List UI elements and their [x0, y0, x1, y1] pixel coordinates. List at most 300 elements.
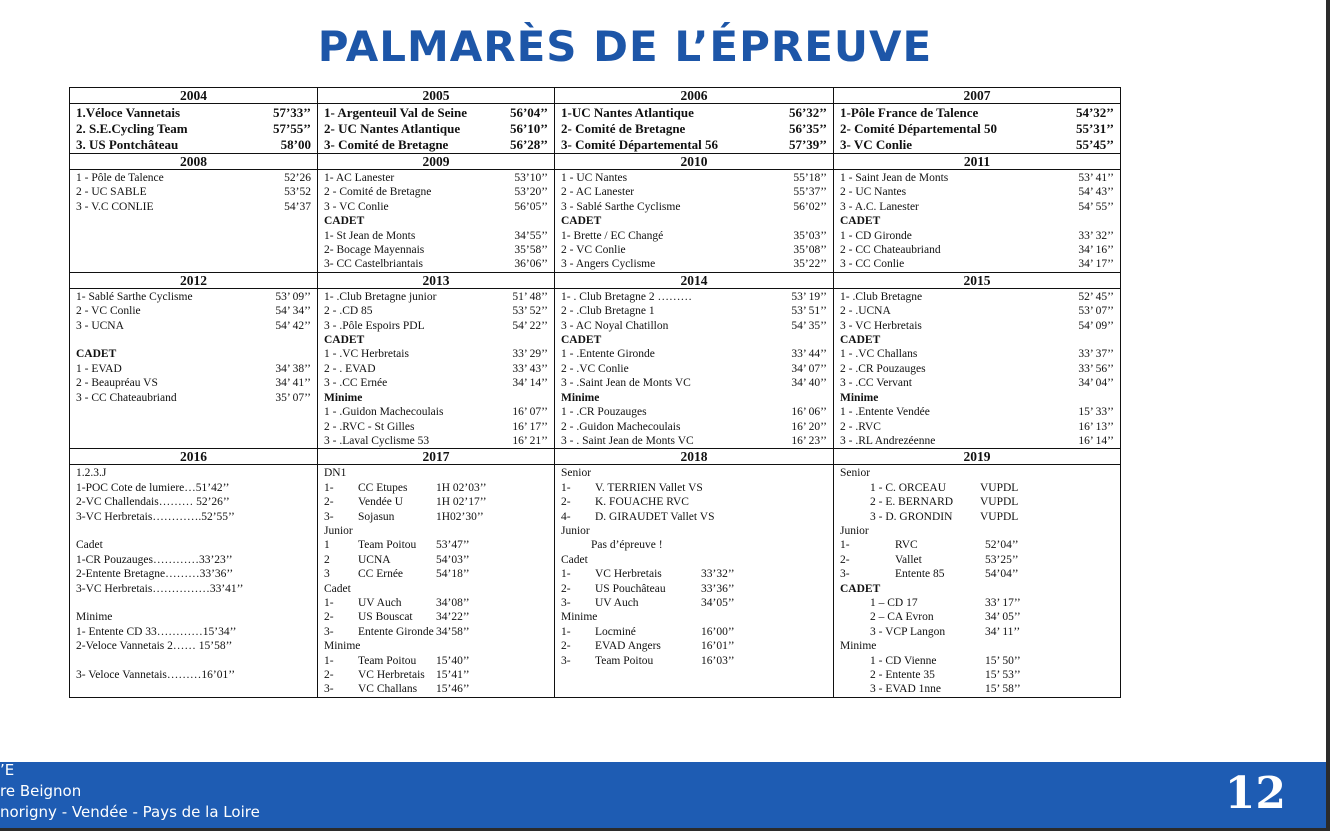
result-value: VUPDL	[980, 496, 1019, 509]
results-cell	[555, 104, 834, 154]
footer-line-1: ’E	[0, 761, 15, 779]
result-team: 2 - UC SABLE	[76, 186, 147, 199]
result-team: 2 - Beaupréau VS	[76, 377, 158, 390]
result-time: 53’20’’	[514, 186, 548, 199]
result-time: 57’39’’	[788, 137, 827, 152]
result-row	[324, 481, 548, 495]
section-rows	[840, 654, 1114, 697]
result-cell: Team Poitou	[358, 539, 417, 552]
result-value: 15’ 50’’	[985, 654, 1021, 667]
year-header: 2018	[555, 449, 834, 465]
result-team: 3- VC Conlie	[840, 137, 912, 152]
result-cell: 1-	[561, 481, 571, 494]
result-cell: 2 – CA Evron	[870, 611, 934, 624]
result-cell: 3	[324, 568, 330, 581]
result-cell: 3-	[324, 625, 334, 638]
result-time: 56’10’’	[509, 121, 548, 136]
result-row	[840, 434, 1114, 448]
result-row	[561, 596, 827, 610]
result-row	[561, 481, 827, 495]
result-team: 2 - .Guidon Machecoulais	[561, 420, 681, 433]
result-team: 3- CC Castelbriantais	[324, 258, 424, 271]
result-line: 2-Veloce Vannetais 2…… 15’58’’	[76, 640, 233, 653]
result-value: 15’41’’	[436, 669, 470, 681]
result-value: 15’ 58’’	[985, 683, 1021, 696]
result-time: 54’ 43’’	[1078, 186, 1114, 199]
result-row	[76, 121, 311, 137]
result-cell: 1-	[324, 481, 334, 494]
result-time: 56’04’’	[509, 105, 548, 120]
category-label: Minime	[561, 391, 600, 404]
result-row	[840, 290, 1114, 304]
year-row	[70, 449, 1121, 465]
result-time: 33’ 56’’	[1078, 362, 1114, 375]
section-label: Junior	[561, 524, 590, 537]
result-row	[561, 200, 827, 214]
result-row	[76, 171, 311, 185]
result-row	[561, 319, 827, 333]
result-row	[324, 405, 548, 419]
result-value: 54’18’’	[436, 568, 470, 581]
indent	[840, 596, 870, 610]
result-cell: RVC	[895, 539, 918, 552]
result-time: 55’18’’	[793, 172, 827, 184]
result-cell: 1 – CD 17	[870, 596, 918, 609]
result-value: 34’22’’	[436, 611, 470, 624]
result-time: 56’05’’	[514, 200, 548, 213]
year-header: 2016	[70, 449, 318, 465]
category-label: CADET	[840, 215, 881, 228]
result-row	[561, 405, 827, 419]
result-row	[840, 121, 1114, 137]
result-team: 1- Sablé Sarthe Cyclisme	[76, 290, 193, 303]
result-time: 52’ 45’’	[1078, 290, 1114, 303]
result-time: 53’ 52’’	[512, 305, 548, 318]
result-team: 3 - .CC Vervant	[840, 377, 912, 390]
result-value: 15’46’’	[436, 683, 470, 696]
result-row	[561, 420, 827, 434]
result-row	[561, 510, 827, 524]
result-row	[840, 257, 1114, 271]
section-label: Senior	[840, 467, 871, 480]
result-row	[561, 582, 827, 596]
result-time: 34’ 16’’	[1078, 244, 1114, 257]
year-row	[70, 154, 1121, 170]
result-row	[324, 420, 548, 434]
result-time: 33’ 29’’	[512, 348, 548, 361]
result-cell: 2-	[324, 496, 334, 509]
result-value: 33’32’’	[701, 568, 735, 581]
section-rows	[840, 538, 1114, 581]
result-value: VUPDL	[980, 481, 1019, 494]
result-row	[561, 185, 827, 199]
result-value: 34’ 05’’	[985, 611, 1021, 624]
result-row	[324, 200, 548, 214]
results-cell	[555, 288, 834, 448]
result-value: K. FOUACHE RVC	[595, 496, 689, 509]
result-team: 1- Argenteuil Val de Seine	[324, 105, 468, 120]
palmares-table	[69, 87, 1121, 698]
result-cell: VC Herbretais	[595, 568, 662, 581]
section-label: Junior	[840, 524, 869, 537]
result-team: 2 - .VC Conlie	[561, 362, 629, 375]
result-time: 54’ 34’’	[275, 305, 311, 318]
result-cell: UCNA	[358, 553, 391, 566]
result-cell: 1 - CD Vienne	[870, 654, 937, 667]
section-rows	[561, 481, 827, 524]
result-row	[324, 553, 548, 567]
year-header: 2019	[834, 449, 1121, 465]
result-time: 53’ 51’’	[791, 305, 827, 318]
result-time: 34’ 17’’	[1078, 258, 1114, 271]
result-team: 3 - UCNA	[76, 319, 124, 332]
result-row	[324, 171, 548, 185]
result-time: 56’32’’	[788, 105, 827, 120]
indent	[840, 625, 870, 639]
result-cell: CC Etupes	[358, 481, 408, 494]
result-cell: Entente Gironde	[358, 625, 434, 638]
result-time: 35’22’’	[793, 258, 827, 271]
results-cell-2019	[834, 465, 1121, 698]
result-row	[840, 668, 1114, 682]
result-row	[76, 185, 311, 199]
result-line	[76, 596, 311, 610]
result-cell: Sojasun	[358, 510, 395, 523]
result-team: 3- Comité Départemental 56	[561, 137, 719, 152]
result-line: Minime	[76, 611, 113, 624]
result-time: 53’ 07’’	[1078, 305, 1114, 318]
result-time: 55’45’’	[1075, 137, 1114, 152]
result-row	[840, 200, 1114, 214]
result-value: D. GIRAUDET Vallet VS	[595, 510, 715, 523]
result-row	[840, 347, 1114, 361]
result-time: 57’55’’	[272, 121, 311, 136]
result-row	[324, 668, 548, 682]
section-label: Minime	[840, 640, 877, 653]
result-team: 3. US Pontchâteau	[76, 137, 179, 152]
result-row	[76, 105, 311, 121]
result-team: 1- Brette / EC Changé	[561, 229, 664, 242]
result-row	[840, 654, 1114, 668]
result-cell: 1-	[324, 596, 334, 609]
results-cell	[834, 104, 1121, 154]
result-cell: Vallet	[895, 553, 922, 566]
results-row	[70, 104, 1121, 154]
page-title: PALMARÈS DE L’ÉPREUVE	[317, 22, 933, 71]
indent	[840, 668, 870, 682]
result-row	[561, 171, 827, 185]
results-row	[70, 170, 1121, 273]
result-team: 1 - Pôle de Talence	[76, 172, 164, 184]
result-team: 3 - .Saint Jean de Monts VC	[561, 377, 691, 390]
result-cell: CC Ernée	[358, 568, 404, 581]
result-time: 34’ 40’’	[791, 377, 827, 390]
result-row	[840, 171, 1114, 185]
result-cell: 3-	[561, 654, 571, 667]
result-team: 1 - UC Nantes	[561, 172, 628, 184]
result-row	[324, 319, 548, 333]
result-team: 2 - .CR Pouzauges	[840, 362, 926, 375]
result-cell: 2-	[324, 669, 334, 681]
spacer	[76, 333, 311, 347]
results-cell	[834, 170, 1121, 273]
result-row	[76, 362, 311, 376]
result-time: 33’ 37’’	[1078, 348, 1114, 361]
result-row	[324, 625, 548, 639]
result-row	[840, 553, 1114, 567]
result-cell: Team Poitou	[595, 654, 654, 667]
result-row	[76, 304, 311, 318]
result-row	[324, 243, 548, 257]
result-team: 3 - VC Herbretais	[840, 319, 922, 332]
footer-line-2: re Beignon	[0, 782, 82, 800]
indent	[840, 610, 870, 624]
result-cell: 1	[324, 539, 330, 552]
result-row	[76, 137, 311, 153]
result-cell: 1 - C. ORCEAU	[870, 481, 947, 494]
result-line: 2-Entente Bretagne………33’36’’	[76, 568, 234, 581]
result-cell: 3-	[324, 683, 334, 696]
result-value: 54’04’’	[985, 568, 1019, 581]
result-row	[561, 567, 827, 581]
year-header: 2015	[834, 272, 1121, 288]
result-team: 3 - Angers Cyclisme	[561, 258, 656, 271]
footer-line-3: norigny - Vendée - Pays de la Loire	[0, 803, 260, 821]
result-row	[561, 121, 827, 137]
result-row	[840, 185, 1114, 199]
result-time: 54’ 42’’	[275, 319, 311, 332]
section-label: Cadet	[324, 582, 351, 595]
result-row	[324, 654, 548, 668]
result-value: VUPDL	[980, 510, 1019, 523]
window-edge	[1326, 0, 1330, 831]
result-row	[840, 229, 1114, 243]
result-team: 1- .Club Bretagne	[840, 290, 923, 303]
result-line	[76, 524, 311, 538]
result-row	[840, 137, 1114, 153]
result-team: 1 - .CR Pouzauges	[561, 406, 647, 419]
result-team: 2 - .UCNA	[840, 305, 891, 318]
result-row	[561, 257, 827, 271]
result-time: 56’35’’	[788, 121, 827, 136]
result-row	[840, 376, 1114, 390]
result-row	[561, 137, 827, 153]
result-row	[324, 596, 548, 610]
section-label: Minime	[324, 640, 361, 653]
result-line	[76, 654, 311, 668]
result-row	[76, 391, 311, 405]
results-cell	[318, 170, 555, 273]
category-label: Minime	[324, 391, 363, 404]
result-time: 34’ 07’’	[791, 362, 827, 375]
year-header: 2013	[318, 272, 555, 288]
year-row	[70, 272, 1121, 288]
result-row	[561, 347, 827, 361]
result-team: 2 - .RVC - St Gilles	[324, 420, 415, 433]
results-cell	[555, 170, 834, 273]
result-cell: 2-	[561, 496, 571, 509]
indent	[840, 510, 870, 524]
result-time: 34’ 14’’	[512, 377, 548, 390]
result-team: 1 - .Entente Vendée	[840, 406, 930, 419]
result-time: 54’ 35’’	[791, 319, 827, 332]
result-row	[840, 510, 1114, 524]
results-cell	[834, 288, 1121, 448]
result-row	[561, 654, 827, 668]
result-cell: US Pouchâteau	[595, 582, 666, 595]
result-row	[76, 319, 311, 333]
year-header: 2008	[70, 154, 318, 170]
result-cell: 3 - EVAD 1nne	[870, 683, 942, 696]
result-row	[324, 362, 548, 376]
result-value: 16’00’’	[701, 625, 735, 638]
section-rows	[561, 625, 827, 668]
year-header: 2004	[70, 88, 318, 104]
result-time: 54’ 22’’	[512, 319, 548, 332]
result-row	[840, 420, 1114, 434]
result-time: 54’32’’	[1075, 105, 1114, 120]
result-team: 3 - CC Chateaubriand	[76, 391, 177, 404]
result-cell: Locminé	[595, 625, 636, 638]
category-label: Minime	[840, 391, 879, 404]
result-time: 56’28’’	[509, 137, 548, 152]
result-time: 16’ 23’’	[791, 434, 827, 447]
result-cell: 2-	[840, 553, 850, 566]
section-rows	[561, 567, 827, 610]
indent	[840, 495, 870, 509]
result-row	[324, 257, 548, 271]
result-value: 1H 02’03’’	[436, 481, 487, 494]
result-row	[840, 105, 1114, 121]
result-row	[840, 362, 1114, 376]
result-team: 2- Comité de Bretagne	[561, 121, 686, 136]
result-row	[561, 639, 827, 653]
result-row	[840, 625, 1114, 639]
result-team: 2- Bocage Mayennais	[324, 244, 425, 257]
result-line: 3- Veloce Vannetais………16’01’’	[76, 669, 236, 681]
result-team: 3 - .Laval Cyclisme 53	[324, 434, 430, 447]
result-cell: 2 - Entente 35	[870, 669, 935, 681]
result-team: 3 - .CC Ernée	[324, 377, 388, 390]
indent	[840, 481, 870, 495]
result-row	[840, 495, 1114, 509]
result-cell: UV Auch	[595, 596, 639, 609]
results-cell-2018	[555, 465, 834, 698]
result-time: 53’ 09’’	[275, 290, 311, 303]
section-label: Junior	[324, 524, 353, 537]
result-row	[324, 610, 548, 624]
result-team: 1 - CD Gironde	[840, 229, 912, 242]
result-time: 53’ 41’’	[1078, 172, 1114, 184]
results-cell	[70, 465, 318, 698]
year-header: 2011	[834, 154, 1121, 170]
year-header: 2017	[318, 449, 555, 465]
result-team: 2 - AC Lanester	[561, 186, 635, 199]
result-row	[324, 376, 548, 390]
result-time: 33’ 44’’	[791, 348, 827, 361]
result-time: 55’31’’	[1075, 121, 1114, 136]
result-team: 2 - .RVC	[840, 420, 881, 433]
result-row	[324, 137, 548, 153]
result-row	[324, 121, 548, 137]
result-value: 34’58’’	[436, 625, 470, 638]
result-team: 3 - Sablé Sarthe Cyclisme	[561, 200, 681, 213]
result-time: 54’ 55’’	[1078, 200, 1114, 213]
result-time: 35’03’’	[793, 229, 827, 242]
result-team: 3 - .Pôle Espoirs PDL	[324, 319, 425, 332]
result-time: 15’ 33’’	[1078, 406, 1114, 419]
result-time: 16’ 13’’	[1078, 420, 1114, 433]
result-cell: 2 - E. BERNARD	[870, 496, 954, 509]
result-team: 3- Comité de Bretagne	[324, 137, 449, 152]
result-row	[324, 682, 548, 696]
result-value: 16’01’’	[701, 640, 735, 653]
result-team: 1-UC Nantes Atlantique	[561, 105, 694, 120]
result-team: 3 - AC Noyal Chatillon	[561, 319, 669, 332]
result-time: 54’37	[284, 200, 311, 213]
result-team: 3 - .RL Andrezéenne	[840, 434, 936, 447]
result-line: 3-VC Herbretais……………33’41’’	[76, 582, 244, 595]
results-row	[70, 465, 1121, 698]
result-time: 16’ 21’’	[512, 434, 548, 447]
year-header: 2009	[318, 154, 555, 170]
result-team: 1 - .VC Herbretais	[324, 348, 409, 361]
result-line: 1.2.3.J	[76, 467, 107, 480]
result-cell: 4-	[561, 510, 571, 523]
result-row	[324, 229, 548, 243]
result-line: 1-POC Cote de lumiere…51’42’’	[76, 481, 230, 494]
result-row	[840, 243, 1114, 257]
category-label: CADET	[76, 348, 117, 361]
result-team: 1-Pôle France de Talence	[840, 105, 979, 120]
result-cell: Team Poitou	[358, 654, 417, 667]
result-team: 2 - Comité de Bretagne	[324, 186, 432, 199]
category-label: CADET	[840, 334, 881, 347]
results-cell	[70, 104, 318, 154]
result-row	[76, 290, 311, 304]
result-row	[561, 625, 827, 639]
results-cell-2017	[318, 465, 555, 698]
result-time: 16’ 17’’	[512, 420, 548, 433]
result-team: 1 - .Entente Gironde	[561, 348, 655, 361]
footer-band	[0, 762, 1326, 828]
no-race-note: Pas d’épreuve !	[591, 539, 663, 552]
result-time: 33’ 43’’	[512, 362, 548, 375]
year-header: 2012	[70, 272, 318, 288]
result-team: 2 - UC Nantes	[840, 186, 907, 199]
result-time: 35’58’’	[514, 244, 548, 257]
category-label: CADET	[561, 334, 602, 347]
result-line: 2-VC Challendais……… 52’26’’	[76, 496, 230, 509]
result-cell: 3 - D. GRONDIN	[870, 510, 953, 523]
result-row	[840, 567, 1114, 581]
result-team: 3 - A.C. Lanester	[840, 200, 919, 213]
result-row	[324, 304, 548, 318]
result-time: 54’ 09’’	[1078, 319, 1114, 332]
result-cell: UV Auch	[358, 596, 402, 609]
section-rows	[324, 596, 548, 639]
result-time: 53’52	[284, 186, 311, 199]
result-time: 52’26	[284, 172, 311, 184]
year-header: 2006	[555, 88, 834, 104]
result-row	[840, 596, 1114, 610]
result-row	[561, 105, 827, 121]
result-row	[561, 362, 827, 376]
section-rows	[324, 481, 548, 524]
results-cell	[318, 104, 555, 154]
result-team: 1 - EVAD	[76, 362, 122, 375]
result-row	[561, 229, 827, 243]
